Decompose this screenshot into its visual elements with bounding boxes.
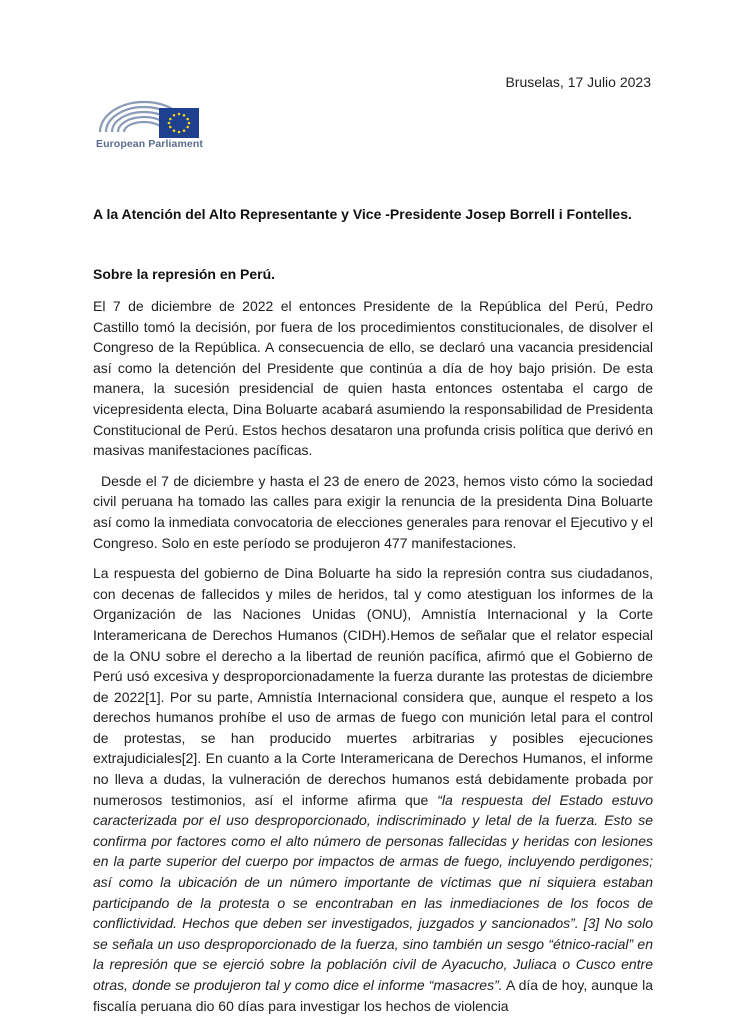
paragraph-3-text-b: A día de hoy, aunque la fiscalía peruana dio 60 días para investigar los hechos de violencia — [93, 977, 653, 1014]
paragraph-3-text-a: La respuesta del gobierno de Dina Boluarte ha sido la represión contra sus ciudadanos, con decenas de fallecidos y miles de heridos, tal y como atestiguan los informes de la Organización de las Naciones Unidas (ONU), Amnistía Internacional y la Corte Interamericana de Derechos Humanos (CIDH).Hemos de señalar que el relator especial de la ONU sobre el derecho a la libertad de reunión pacífica, afirmó que el Gobierno de Perú usó excesiva y desproporcionadamente la fuerza durante las protestas de diciembre de 2022[1]. Por su parte, Amnistía Internacional considera que, aunque el respeto a los derechos humanos prohíbe el uso de armas de fuego con munición letal para el control de protestas, se han producido muertes arbitrarias y posibles ejecuciones extrajudiciales[2]. En cuanto a la Corte Interamericana de Derechos Humanos, el informe no lleva a dudas, la vulneración de derechos humanos está debidamente probada por numerosos testimonios, así el informe afirma que — [93, 565, 653, 808]
logo-text: European Parliament — [96, 138, 203, 150]
subject-heading: Sobre la represión en Perú. — [93, 266, 276, 282]
paragraph-3-quote: “la respuesta del Estado estuvo caracterizada por el uso desproporcionado, indiscriminado y letal de la fuerza. Esto se confirma por factores como el alto número de personas fallecidas y heridas con lesiones en la parte superior del cuerpo por impactos de armas de fuego, incluyendo perdigones; así como la ubicación de un número importante de víctimas que ni siquiera estaban participando de la protesta o se encontraban en las inmediaciones de los focos de conflictividad. Hechos que deben ser investigados, juzgados y sancionados”. [3] No solo se señala un uso desproporcionado de la fuerza, sino también un sesgo “étnico-racial” en la represión que se ejerció sobre la población civil de Ayacucho, Juliaca o Cusco entre otras, donde se produjeron tal y como dice el informe “masacres”. — [93, 791, 653, 993]
letter-date: Bruselas, 17 Julio 2023 — [505, 74, 651, 90]
attention-line: A la Atención del Alto Representante y Vice -Presidente Josep Borrell i Fontelles. — [93, 206, 632, 222]
letter-body — [93, 296, 653, 1026]
paragraph-3 — [93, 563, 653, 1016]
paragraph-1: El 7 de diciembre de 2022 el entonces Presidente de la República del Perú, Pedro Castillo tomó la decisión, por fuera de los procedimientos constitucionales, de disolver el Congreso de la República. A consecuencia de ello, se declaró una vacancia presidencial así como la detención del Presidente que continúa a día de hoy bajo prisión. De esta manera, la sucesión presidencial de quien hasta entonces ostentaba el cargo de vicepresidenta electa, Dina Boluarte acabará asumiendo la responsabilidad de Presidenta Constitucional de Perú. Estos hechos desataron una profunda crisis política que derivó en masivas manifestaciones pacíficas. — [93, 298, 653, 459]
paragraph-2: Desde el 7 de diciembre y hasta el 23 de enero de 2023, hemos visto cómo la sociedad civil peruana ha tomado las calles para exigir la renuncia de la presidenta Dina Boluarte así como la inmediata convocatoria de elecciones generales para renovar el Ejecutivo y el Congreso. Solo en este período se produjeron 477 manifestaciones. — [93, 472, 653, 551]
